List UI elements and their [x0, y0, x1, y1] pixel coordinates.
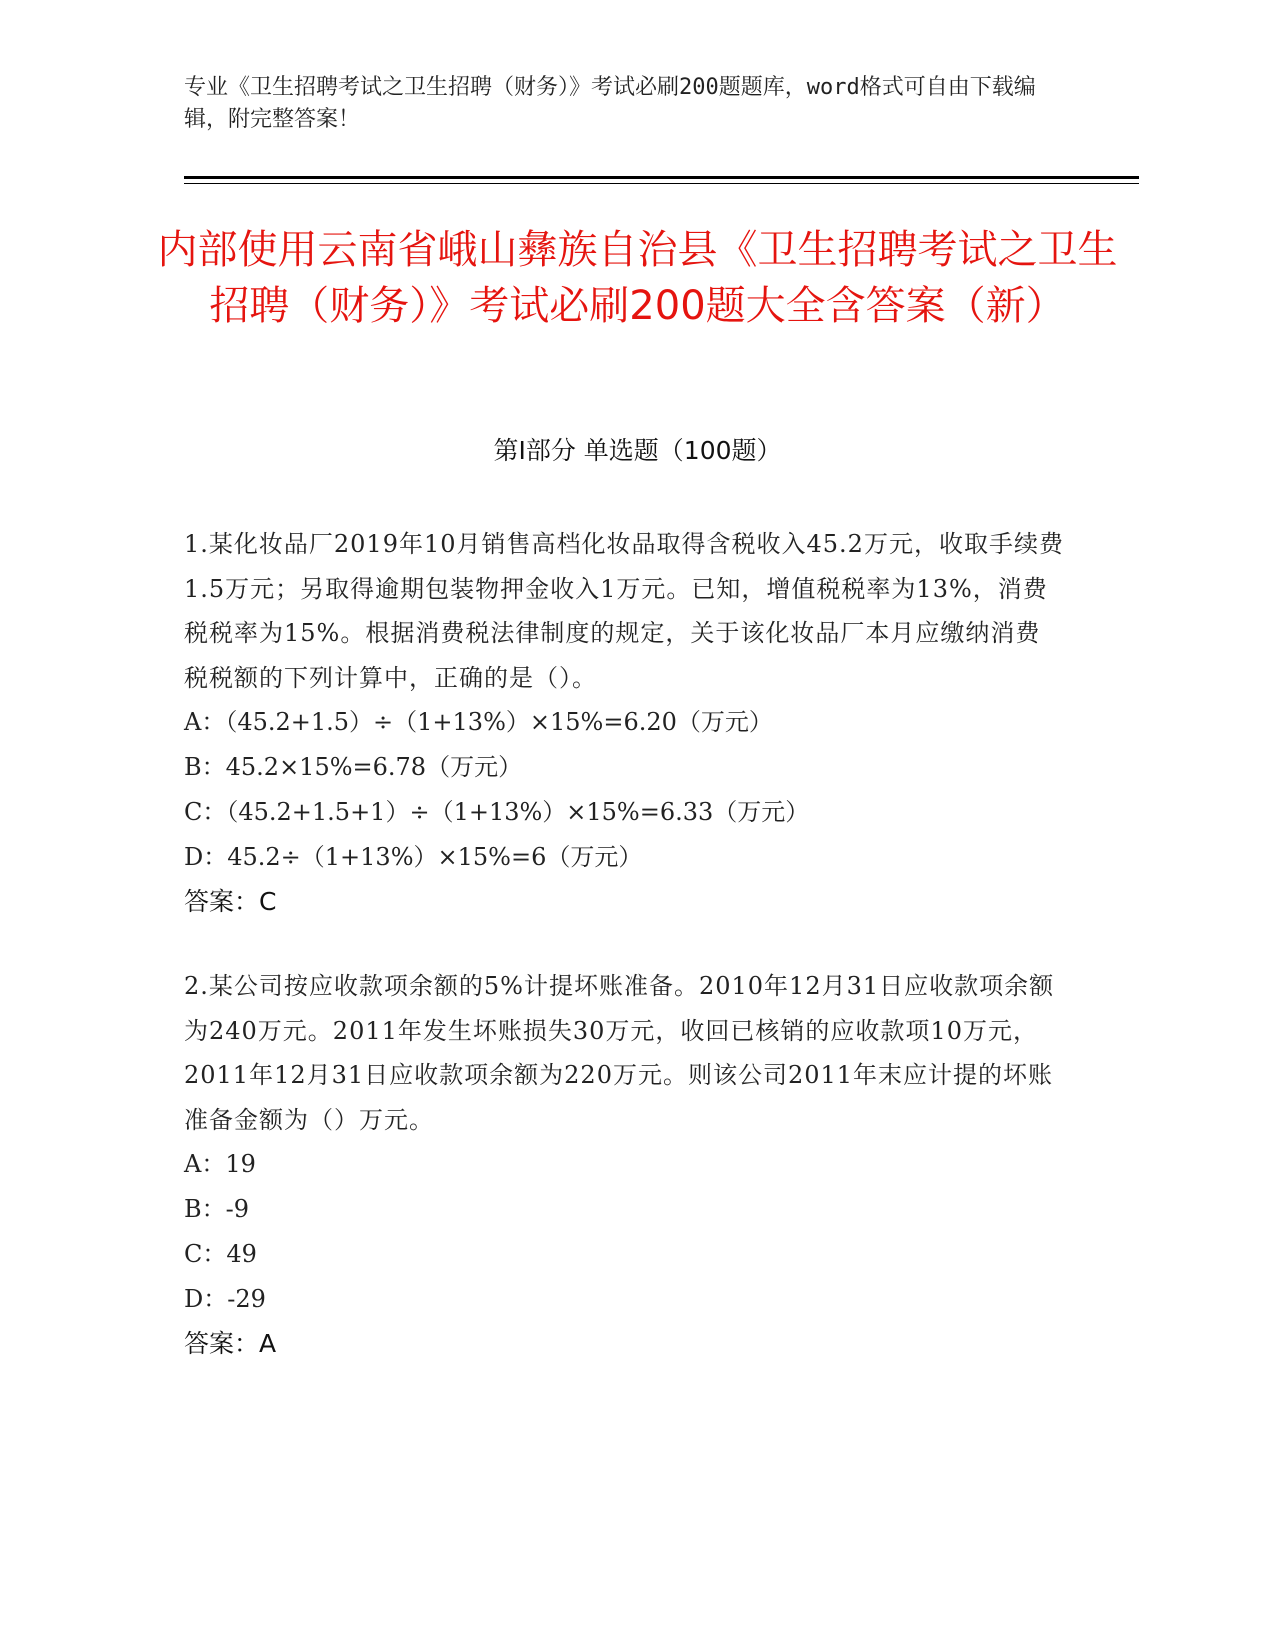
question-stem: 2.某公司按应收款项余额的5%计提坏账准备。2010年12月31日应收款项余额为240万元。2011年发生坏账损失30万元，收回已核销的应收款项10万元，2011年12月31日应收款项余额为220万元。则该公司2011年末应计提的坏账准备金额为（）万元。	[184, 972, 1055, 1134]
document-title: 内部使用云南省峨山彝族自治县《卫生招聘考试之卫生招聘（财务）》考试必刷200题大全含答案（新）	[157, 227, 1118, 329]
question-option-c: C：（45.2+1.5+1）÷（1+13%）×15%=6.33（万元）	[184, 798, 810, 826]
document-intro-text: 专业《卫生招聘考试之卫生招聘（财务）》考试必刷200题题库，word格式可自由下载编辑，附完整答案！	[184, 75, 1036, 132]
question-option-b: B：-9	[184, 1195, 250, 1223]
question-option-a: A：（45.2+1.5）÷（1+13%）×15%=6.20（万元）	[184, 708, 773, 736]
question-answer: 答案：C	[184, 887, 277, 916]
header-divider-thick	[184, 176, 1139, 179]
question-stem: 1.某化妆品厂2019年10月销售高档化妆品取得含税收入45.2万元，收取手续费1.5万元；另取得逾期包装物押金收入1万元。已知，增值税税率为13%，消费税税率为15%。根据消费税法律制度的规定，关于该化妆品厂本月应缴纳消费税税额的下列计算中，正确的是（）。	[184, 530, 1064, 692]
question-block	[184, 522, 1064, 924]
question-answer: 答案：A	[184, 1329, 277, 1358]
question-option-c: C：49	[184, 1240, 257, 1268]
question-option-d: D：-29	[184, 1285, 266, 1313]
question-block	[184, 964, 1064, 1366]
question-option-a: A：19	[184, 1150, 256, 1178]
question-option-b: B：45.2×15%=6.78（万元）	[184, 753, 523, 781]
question-option-d: D：45.2÷（1+13%）×15%=6（万元）	[184, 843, 643, 871]
section-heading: 第Ⅰ部分 单选题（100题）	[493, 436, 782, 465]
header-divider-thin	[184, 183, 1139, 184]
